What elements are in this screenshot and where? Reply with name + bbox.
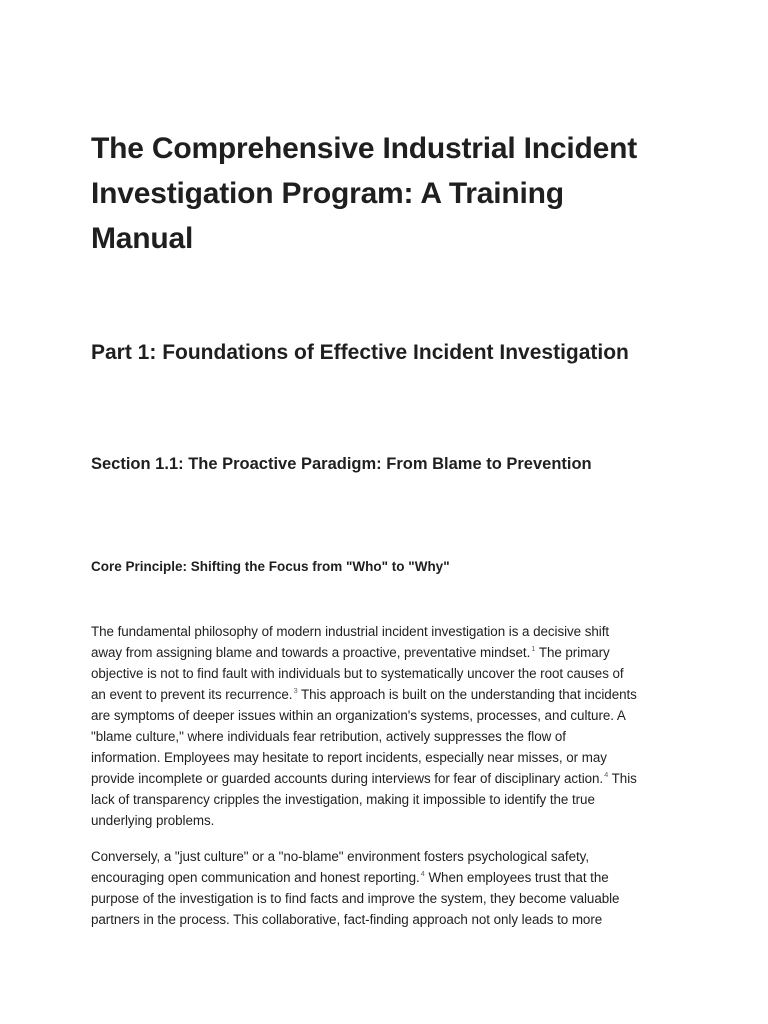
part-heading: Part 1: Foundations of Effective Incident Investigation <box>91 341 629 364</box>
body-paragraph-2 <box>91 846 683 930</box>
paragraph-line <box>91 621 683 642</box>
text-run: partners in the process. This collaborative, fact-finding approach not only leads to more <box>91 912 603 927</box>
paragraph-line <box>91 909 683 930</box>
text-run: underlying problems. <box>91 813 215 828</box>
text-run: encouraging open communication and honest reporting. <box>91 870 420 885</box>
title-line: Investigation Program: A Training <box>91 177 564 210</box>
paragraph-line <box>91 846 683 867</box>
text-run: objective is not to find fault with individuals but to systematically uncover the root causes of <box>91 666 624 681</box>
section-heading: Section 1.1: The Proactive Paradigm: From Blame to Prevention <box>91 455 592 473</box>
footnote-reference[interactable]: 3 <box>293 686 298 695</box>
paragraph-line <box>91 747 683 768</box>
paragraph-line <box>91 888 683 909</box>
text-run: When employees trust that the <box>424 870 609 885</box>
paragraph-line <box>91 726 683 747</box>
paragraph-line <box>91 789 683 810</box>
text-run: "blame culture," where individuals fear retribution, actively suppresses the flow of <box>91 729 566 744</box>
text-run: The fundamental philosophy of modern industrial incident investigation is a decisive shift <box>91 624 610 639</box>
text-run: away from assigning blame and towards a proactive, preventative mindset. <box>91 645 531 660</box>
text-run: information. Employees may hesitate to report incidents, especially near misses, or may <box>91 750 607 765</box>
paragraph-line <box>91 663 683 684</box>
text-run: are symptoms of deeper issues within an organization's systems, processes, and culture. A <box>91 708 626 723</box>
text-run: Conversely, a "just culture" or a "no-blame" environment fosters psychological safety, <box>91 849 589 864</box>
body-paragraph-1 <box>91 621 683 831</box>
paragraph-line <box>91 705 683 726</box>
document-title <box>91 126 681 261</box>
text-run: purpose of the investigation is to find facts and improve the system, they become valuable <box>91 891 620 906</box>
title-line: Manual <box>91 222 194 255</box>
paragraph-line <box>91 684 683 705</box>
footnote-reference[interactable]: 4 <box>604 770 609 779</box>
paragraph-line <box>91 867 683 888</box>
footnote-reference[interactable]: 1 <box>531 644 536 653</box>
text-run: The primary <box>535 645 610 660</box>
title-line: The Comprehensive Industrial Incident <box>91 132 638 165</box>
text-run: This <box>608 771 637 786</box>
text-run: lack of transparency cripples the investigation, making it impossible to identify the true <box>91 792 595 807</box>
paragraph-line <box>91 642 683 663</box>
paragraph-line <box>91 810 683 831</box>
text-run: an event to prevent its recurrence. <box>91 687 293 702</box>
core-principle-heading: Core Principle: Shifting the Focus from "Who" to "Why" <box>91 559 450 574</box>
text-run: provide incomplete or guarded accounts during interviews for fear of disciplinary action. <box>91 771 604 786</box>
footnote-reference[interactable]: 4 <box>420 869 425 878</box>
text-run: This approach is built on the understanding that incidents <box>297 687 637 702</box>
paragraph-line <box>91 768 683 789</box>
